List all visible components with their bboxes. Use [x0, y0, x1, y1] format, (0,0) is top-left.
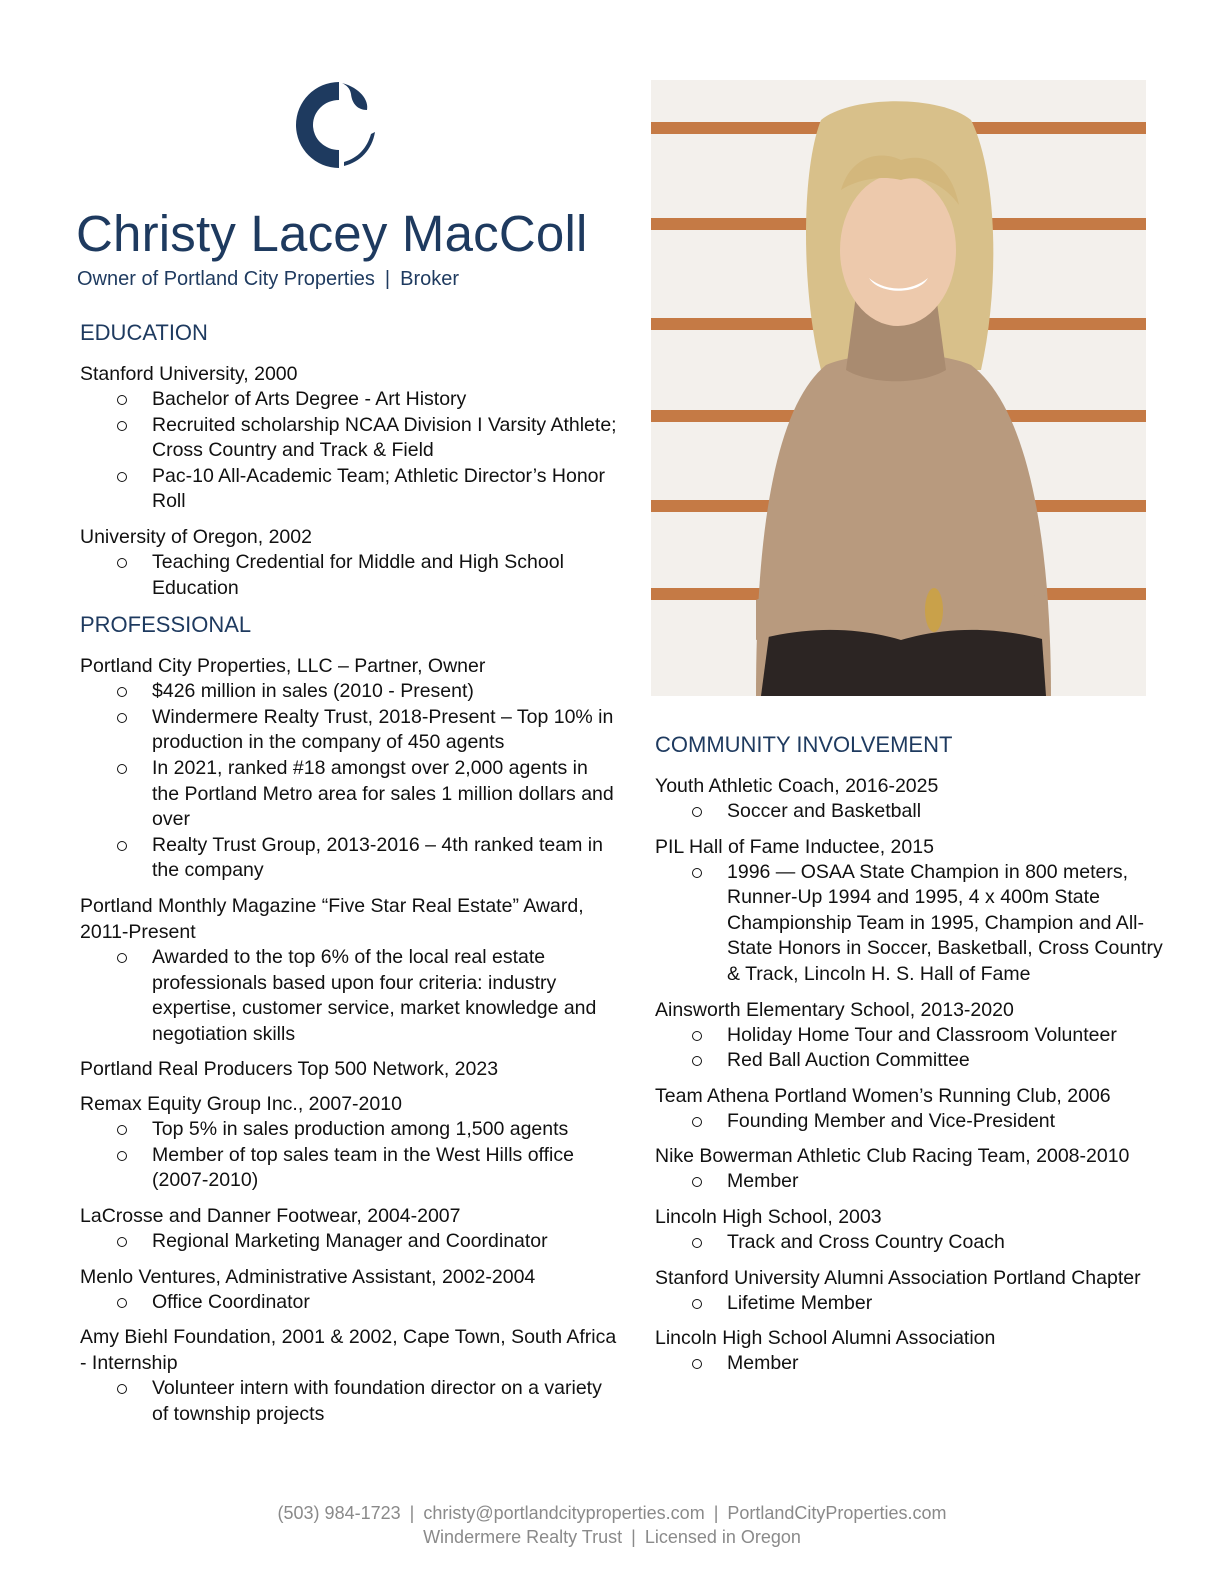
professional-entry	[80, 1091, 620, 1194]
community-entry-title: PIL Hall of Fame Inductee, 2015	[655, 835, 934, 858]
right-column	[655, 730, 1175, 1386]
list-item: Member	[655, 1351, 1175, 1377]
community-entry-title: Lincoln High School Alumni Association	[655, 1327, 996, 1350]
list-item: Pac-10 All-Academic Team; Athletic Director’s Honor Roll	[80, 464, 620, 515]
community-entry	[655, 834, 1175, 988]
footer-contact	[0, 1503, 1224, 1524]
footer-separator: |	[409, 1503, 415, 1523]
list-item: Recruited scholarship NCAA Division I Varsity Athlete; Cross Country and Track & Field	[80, 413, 620, 464]
footer-company	[0, 1527, 1224, 1548]
footer-company-name: Windermere Realty Trust	[423, 1527, 623, 1547]
professional-entry-title: Amy Biehl Foundation, 2001 & 2002, Cape Town, South Africa - Internship	[80, 1326, 617, 1375]
education-list	[80, 361, 620, 601]
community-entry-title: Team Athena Portland Women’s Running Club, 2006	[655, 1084, 1111, 1107]
list-item: Member	[655, 1169, 1175, 1195]
portrait-photo	[651, 80, 1146, 696]
list-item: Soccer and Basketball	[655, 799, 1175, 825]
community-entry-title: Stanford University Alumni Association Portland Chapter	[655, 1266, 1141, 1289]
professional-entry-title: Remax Equity Group Inc., 2007-2010	[80, 1093, 402, 1116]
professional-list	[80, 653, 620, 1427]
community-entry	[655, 773, 1175, 825]
professional-bullet-list	[80, 1229, 620, 1255]
footer-separator: |	[631, 1527, 636, 1547]
professional-entry	[80, 1203, 620, 1255]
job-title: Owner of Portland City Properties	[77, 268, 375, 290]
list-item: Bachelor of Arts Degree - Art History	[80, 387, 620, 413]
professional-entry-title: Portland City Properties, LLC – Partner, Owner	[80, 655, 486, 678]
professional-entry	[80, 1324, 620, 1427]
person-subtitle	[77, 268, 459, 291]
community-bullet-list	[655, 1351, 1175, 1377]
professional-bullet-list	[80, 679, 620, 884]
community-bullet-list	[655, 1169, 1175, 1195]
list-item: Awarded to the top 6% of the local real estate professionals based upon four criteria: industry expertise, customer service, market knowledge and negotiation skills	[80, 945, 620, 1047]
education-entry-title: Stanford University, 2000	[80, 363, 298, 385]
community-bullet-list	[655, 860, 1175, 988]
professional-entry	[80, 653, 620, 884]
list-item: Top 5% in sales production among 1,500 agents	[80, 1117, 620, 1143]
community-entry	[655, 997, 1175, 1074]
brand-logo	[296, 82, 382, 168]
education-entry	[80, 524, 620, 601]
education-entry-title: University of Oregon, 2002	[80, 525, 312, 548]
community-entry-title: Nike Bowerman Athletic Club Racing Team, 2008-2010	[655, 1145, 1130, 1168]
professional-entry-title: Portland Monthly Magazine “Five Star Real Estate” Award, 2011-Present	[80, 894, 584, 943]
footer-separator: |	[713, 1503, 719, 1523]
education-bullet-list	[80, 550, 620, 601]
community-entry	[655, 1143, 1175, 1195]
list-item: Red Ball Auction Committee	[655, 1048, 1175, 1074]
professional-entry-title: Portland Real Producers Top 500 Network, 2023	[80, 1058, 499, 1081]
list-item: $426 million in sales (2010 - Present)	[80, 679, 620, 705]
professional-entry-title: Menlo Ventures, Administrative Assistant, 2002-2004	[80, 1265, 536, 1288]
community-entry	[655, 1204, 1175, 1256]
list-item: Holiday Home Tour and Classroom Volunteer	[655, 1023, 1175, 1049]
education-heading: EDUCATION	[80, 320, 208, 345]
education-entry	[80, 361, 620, 515]
professional-bullet-list	[80, 1290, 620, 1316]
professional-entry-title: LaCrosse and Danner Footwear, 2004-2007	[80, 1205, 461, 1228]
community-entry-title: Lincoln High School, 2003	[655, 1205, 882, 1228]
list-item: Windermere Realty Trust, 2018-Present – Top 10% in production in the company of 450 agents	[80, 705, 620, 756]
community-entry	[655, 1265, 1175, 1317]
professional-entry	[80, 1264, 620, 1316]
list-item: In 2021, ranked #18 amongst over 2,000 agents in the Portland Metro area for sales 1 million dollars and over	[80, 756, 620, 833]
community-bullet-list	[655, 1291, 1175, 1317]
list-item: Realty Trust Group, 2013-2016 – 4th ranked team in the company	[80, 833, 620, 884]
person-name: Christy Lacey MacColl	[76, 205, 588, 262]
community-entry	[655, 1083, 1175, 1135]
list-item: Regional Marketing Manager and Coordinator	[80, 1229, 620, 1255]
list-item: Member of top sales team in the West Hills office (2007-2010)	[80, 1143, 620, 1194]
list-item: Volunteer intern with foundation director on a variety of township projects	[80, 1376, 620, 1427]
left-column	[80, 318, 620, 1436]
footer-license: Licensed in Oregon	[644, 1527, 801, 1547]
community-entry-title: Youth Athletic Coach, 2016-2025	[655, 775, 939, 797]
professional-entry	[80, 893, 620, 1047]
footer-website[interactable]: PortlandCityProperties.com	[727, 1503, 947, 1523]
footer-phone[interactable]: (503) 984-1723	[277, 1503, 401, 1523]
professional-bullet-list	[80, 1117, 620, 1194]
education-bullet-list	[80, 387, 620, 515]
professional-bullet-list	[80, 945, 620, 1047]
list-item: Track and Cross Country Coach	[655, 1230, 1175, 1256]
job-role: Broker	[400, 268, 460, 290]
community-bullet-list	[655, 1109, 1175, 1135]
community-bullet-list	[655, 1023, 1175, 1074]
portrait-illustration	[651, 80, 1146, 696]
community-list	[655, 773, 1175, 1377]
footer-email[interactable]: christy@portlandcityproperties.com	[423, 1503, 705, 1523]
community-heading: COMMUNITY INVOLVEMENT	[655, 732, 953, 757]
professional-bullet-list	[80, 1376, 620, 1427]
list-item: Teaching Credential for Middle and High School Education	[80, 550, 620, 601]
list-item: 1996 — OSAA State Champion in 800 meters, Runner-Up 1994 and 1995, 4 x 400m State Championship Team in 1995, Champion and All-State Honors in Soccer, Basketball, Cross Country & Track, Lincoln H. S. Hall of Fame	[655, 860, 1175, 988]
subtitle-separator: |	[384, 268, 391, 290]
community-entry	[655, 1325, 1175, 1377]
professional-heading: PROFESSIONAL	[80, 612, 252, 638]
list-item: Lifetime Member	[655, 1291, 1175, 1317]
community-bullet-list	[655, 799, 1175, 825]
list-item: Founding Member and Vice-President	[655, 1109, 1175, 1135]
list-item: Office Coordinator	[80, 1290, 620, 1316]
community-bullet-list	[655, 1230, 1175, 1256]
professional-entry	[80, 1056, 620, 1082]
community-entry-title: Ainsworth Elementary School, 2013-2020	[655, 998, 1014, 1021]
